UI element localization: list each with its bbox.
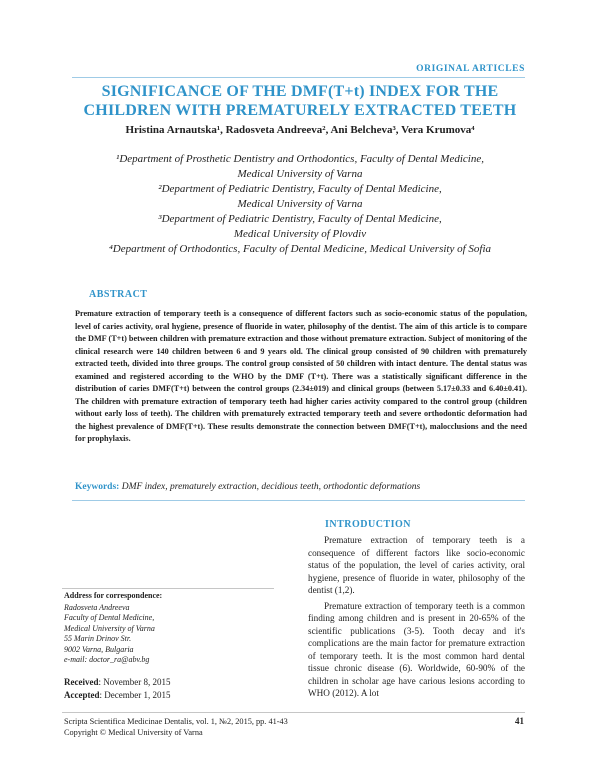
article-dates [64,676,274,701]
footer-rule [62,712,525,713]
keywords-text: DMF index, prematurely extraction, decidious teeth, orthodontic deformations [121,482,421,492]
correspondence-email: e-mail: doctor_ra@abv.bg [64,655,150,664]
correspondence-line: 55 Marin Drinov Str. [64,634,132,643]
correspondence-label: Address for correspondence: [64,591,163,600]
received-label: Received [64,677,99,687]
introduction-heading: INTRODUCTION [325,519,412,530]
abstract-text: Premature extraction of temporary teeth is a consequence of different factors such as socio-economic status of the population, level of caries activity, oral hygiene, presence of fluoride in water, philosophy of the dentist. The aim of this article is to compare the DMF (T+t) between children with premature extraction and those without premature extraction. Subject of monitoring of the clinical research were 140 children between 6 and 9 years old. The clinical group consisted of 90 children with prematurely extracted teeth, divided into three groups. The control group consisted of 50 children with intact denture. The dental status was examined and registered according to the WHO by the DMF (T+t). There was a statistically significant difference in the distribution of caries DMF(T+t) between the control groups (2.34±019) and clinical groups (between 5.17±0.33 and 6.40±0.41). The children with premature extraction of temporary teeth had higher caries activity compared to the control group (children without early loss of teeth). The children with prematurely extracted temporary teeth and severe orthodontic deformation had the highest prevalence of DMF(T+t). These results demonstrate the connection between DMF(T+t), malocclusions and the need for prophylaxis. [75,309,527,443]
footer [64,716,288,738]
section-label: ORIGINAL ARTICLES [416,64,525,74]
affiliation-line: ¹Department of Prosthetic Dentistry and Orthodontics, Faculty of Dental Medicine, [116,153,484,165]
accepted-date [64,689,274,702]
correspondence-line: 9002 Varna, Bulgaria [64,644,134,654]
affiliation-line: Medical University of Varna [237,198,363,210]
author-list: Hristina Arnautska¹, Radosveta Andreeva², Ani Belcheva³, Vera Krumova⁴ [125,124,475,136]
abstract-heading: ABSTRACT [89,289,148,300]
correspondence-block [64,591,264,666]
received-value: : November 8, 2015 [98,677,171,687]
footer-journal: Scripta Scientifica Medicinae Dentalis, vol. 1, №2, 2015, pp. 41-43 [64,717,288,726]
correspondence-line: Radosveta Andreeva [64,602,130,612]
correspondence-rule [62,588,274,589]
accepted-value: : December 1, 2015 [99,689,171,700]
footer-copyright: Copyright © Medical University of Varna [64,728,203,737]
keywords-label: Keywords: [75,482,120,492]
correspondence-line: Faculty of Dental Medicine, [64,613,155,622]
page-number: 41 [515,716,524,726]
affiliation-line: Medical University of Varna [237,168,363,180]
accepted-label: Accepted [64,689,100,700]
keywords [75,482,527,492]
intro-paragraph: Premature extraction of temporary teeth is a consequence of different factors like socio-economic status of the population, the level of caries activity, oral hygiene, presence of fluoride in water, philosophy of the dentist (1,2). [308,535,525,595]
correspondence-line: Medical University of Varna [64,623,155,633]
header-rule [72,77,525,78]
article-title [60,82,540,120]
title-line: CHILDREN WITH PREMATURELY EXTRACTED TEETH [83,102,517,119]
affiliations [60,152,540,257]
affiliation-line: ⁴Department of Orthodontics, Faculty of Dental Medicine, Medical University of Sofia [108,243,492,255]
keywords-rule [72,500,525,501]
received-date [64,676,274,689]
intro-paragraph: Premature extraction of temporary teeth is a common finding among children and is present in 20-65% of the scientific publications (3-5). Tooth decay and it's complications are the main factor for premature extraction of temporary teeth. It is the most common hard dental tissue chronic disease (6). Worldwide, 60-90% of the children in scholar age have carious lesions according to WHO (2012). A lot [308,600,525,698]
affiliation-line: ²Department of Pediatric Dentistry, Faculty of Dental Medicine, [158,183,442,195]
affiliation-line: Medical University of Plovdiv [233,228,367,240]
affiliation-line: ³Department of Pediatric Dentistry, Faculty of Dental Medicine, [158,213,442,225]
title-line: SIGNIFICANCE OF THE DMF(T+t) INDEX FOR THE [101,83,499,100]
introduction-body [308,534,525,703]
